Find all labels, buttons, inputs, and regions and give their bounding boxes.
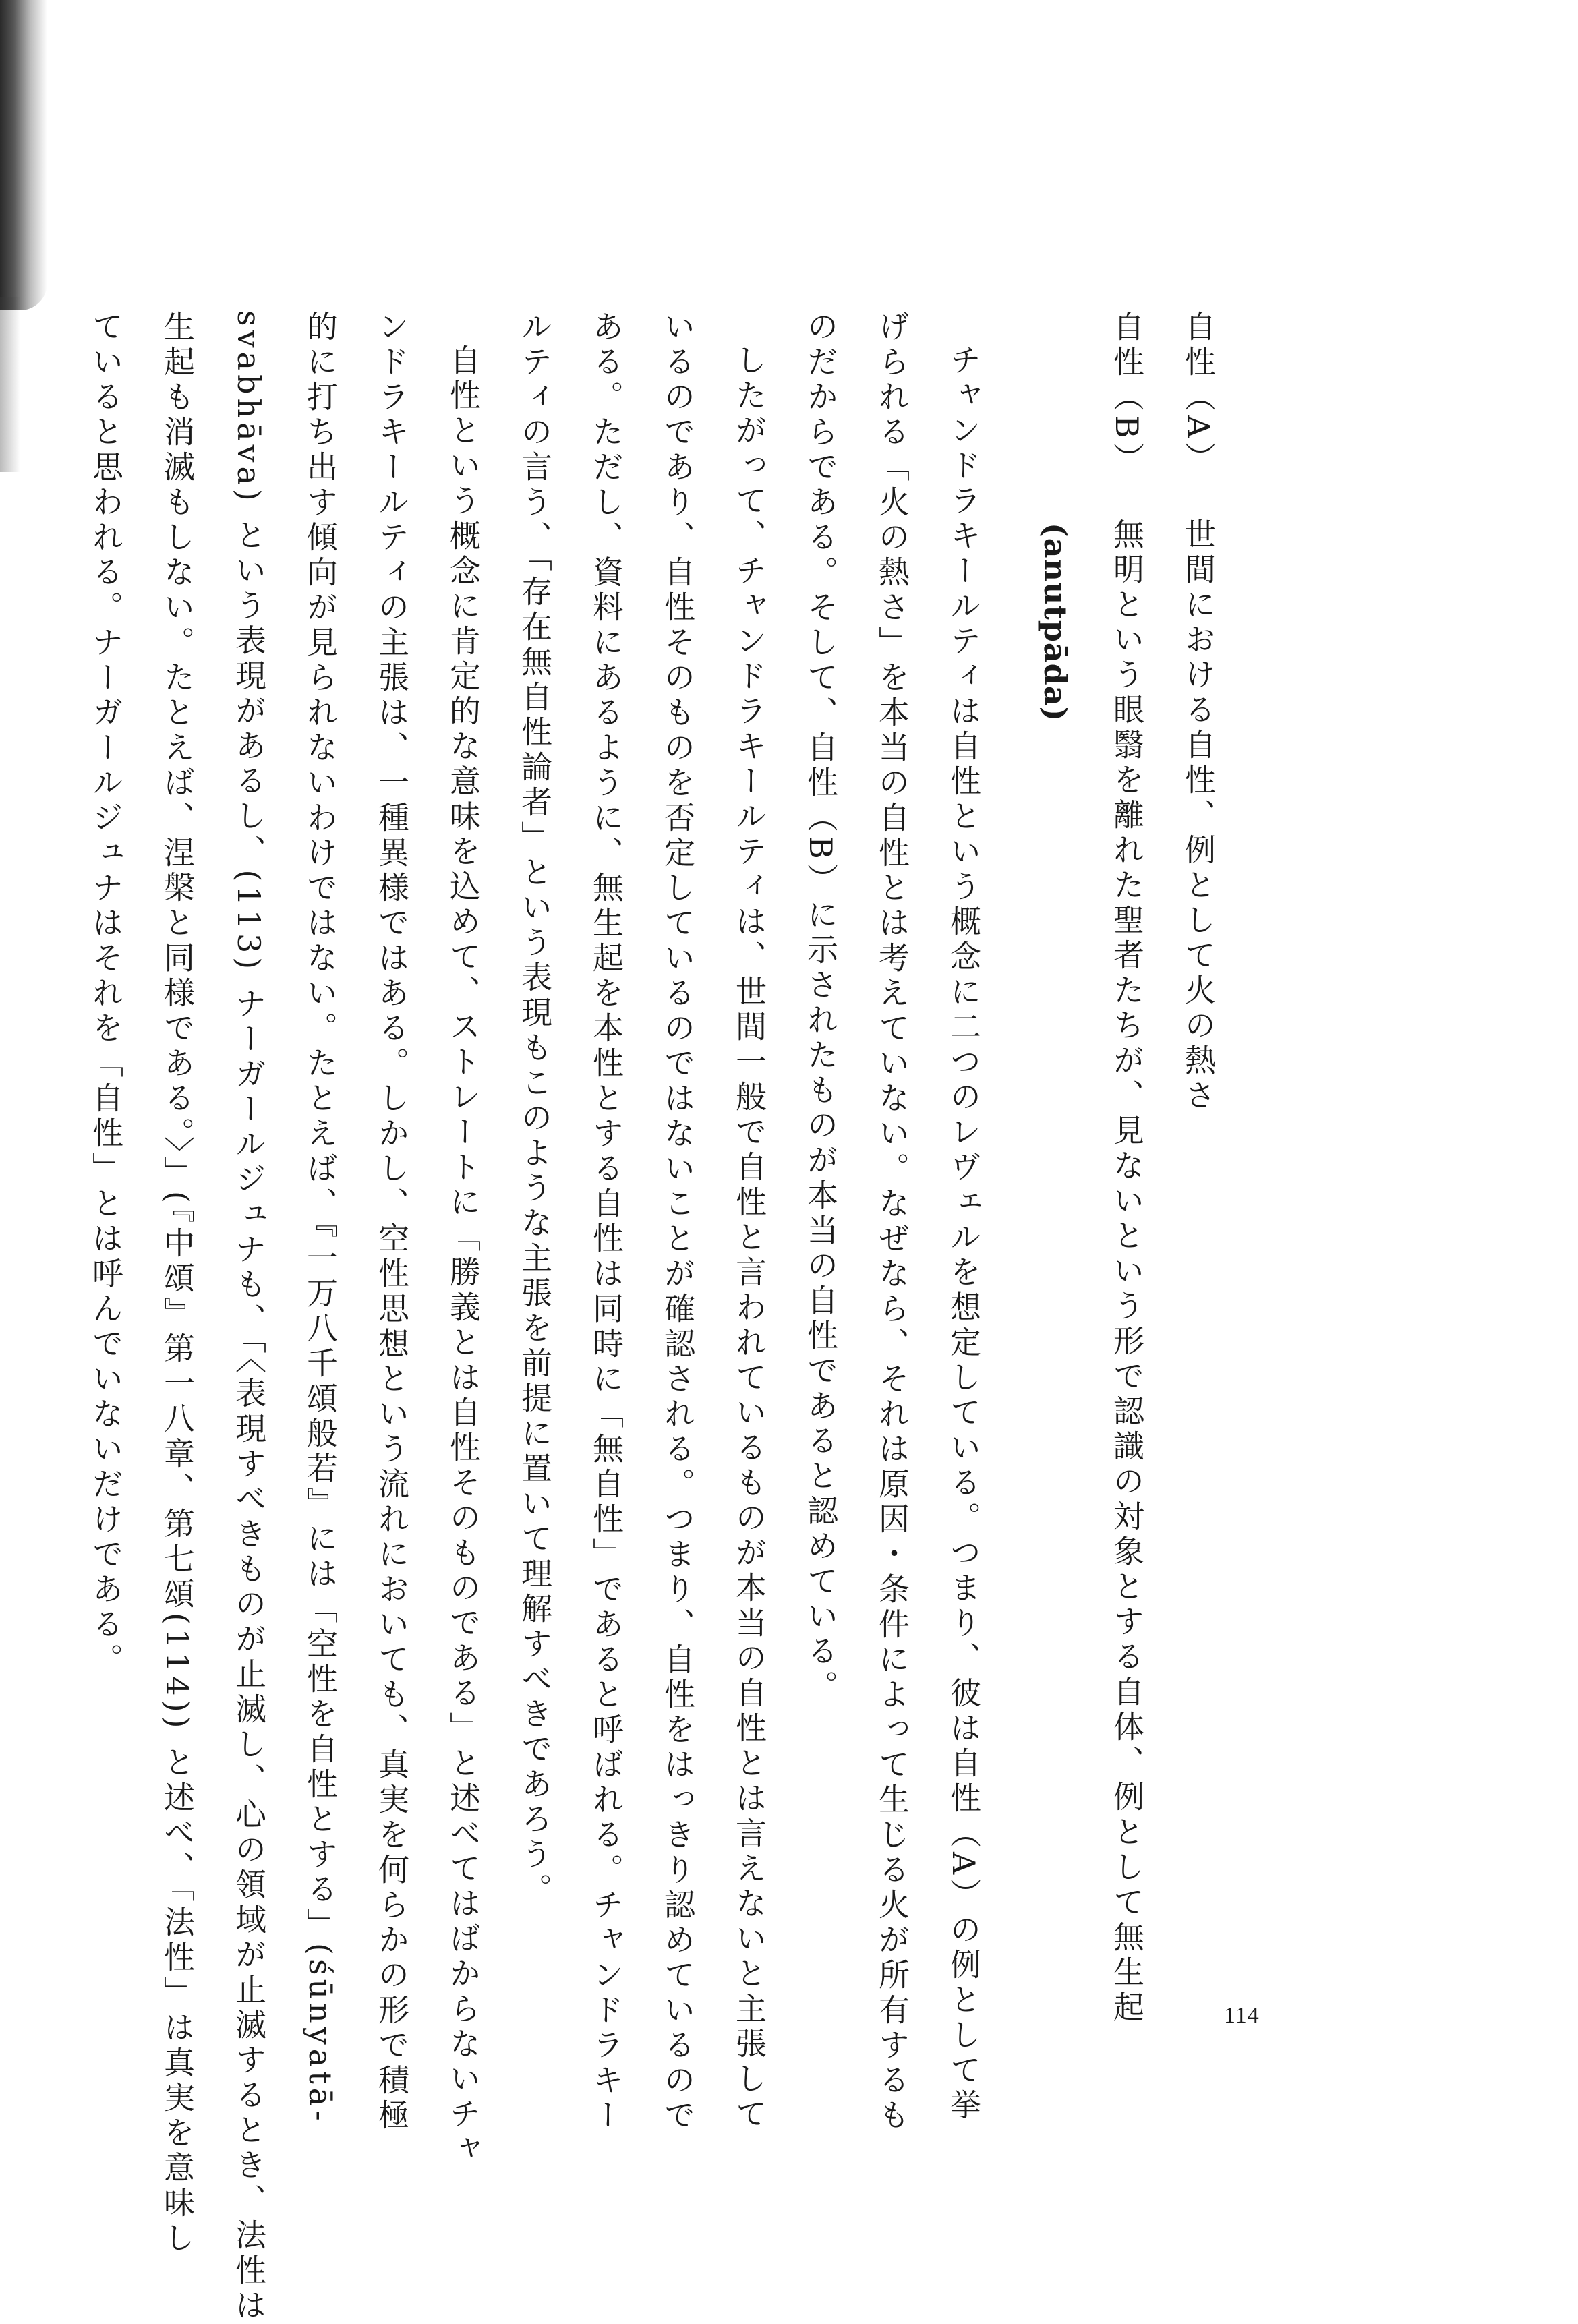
scan-edge-shadow [0, 0, 47, 310]
definition-term: 自性（B） [1109, 310, 1145, 477]
page-number: 114 [1224, 2003, 1260, 2028]
section-gap [999, 310, 1020, 1807]
body-line: げられる「火の熱さ」を本当の自性とは考えていない。なぜなら、それは原因・条件によって生じる火が所有するも [874, 310, 910, 2134]
body-line: 自性という概念に肯定的な意味を込めて、ストレートに「勝義とは自性そのものである」と述べてはばからないチャ [445, 344, 481, 2168]
definition-a [1163, 310, 1234, 1807]
definition-text: 無明という眼翳を離れた聖者たちが、見ないという形で認識の対象とする自体、例として無生起 [1109, 518, 1145, 2027]
vertical-text-body [70, 310, 1234, 2324]
scan-edge-shadow-lower [0, 297, 20, 472]
body-line: 的に打ち出す傾向が見られないわけではない。たとえば、『一万八千頌般若』には「空性を自性とする」(śūnyatā- [302, 310, 339, 2125]
definition-b [1091, 310, 1163, 2027]
definition-term: 自性（A） [1180, 310, 1217, 477]
body-line: チャンドラキールティは自性という概念に二つのレヴェルを想定している。つまり、彼は自性（A）の例として挙 [945, 344, 982, 2124]
body-line: のだからである。そして、自性（B）に示されたものが本当の自性であると認めている。 [802, 310, 839, 1705]
body-line: 生起も消滅もしない。たとえば、涅槃と同様である。〉」(『中頌』第一八章、第七頌(114)) と述べ、「法性」は真実を意味し [159, 310, 196, 2257]
definition-continuation: (anutpāda) [1037, 523, 1074, 722]
body-line: ていると思われる。ナーガールジュナはそれを「自性」とは呼んでいないだけである。 [88, 310, 124, 1678]
body-line: svabhāva) という表現があるし、(113) ナーガールジュナも、「〈表現すべきものが止滅し、心の領域が止滅するとき、法性は [231, 310, 267, 2324]
body-line: ある。ただし、資料にあるように、無生起を本性とする自性は同時に「無自性」であると呼ばれる。チャンドラキー [588, 310, 624, 2134]
definition-text: 世間における自性、例として火の熱さ [1180, 517, 1217, 1114]
body-line: ンドラキールティの主張は、一種異様ではある。しかし、空性思想という流れにおいても、真実を何らかの形で積極 [374, 310, 410, 2134]
body-line: ルティの言う、「存在無自性論者」という表現もこのような主張を前提に置いて理解すべきであろう。 [517, 310, 553, 1908]
body-line: したがって、チャンドラキールティは、世間一般で自性と言われているものが本当の自性とは言えないと主張して [731, 344, 767, 2132]
body-line: いるのであり、自性そのものを否定しているのではないことが確認される。つまり、自性をはっきり認めているので [660, 310, 696, 2134]
